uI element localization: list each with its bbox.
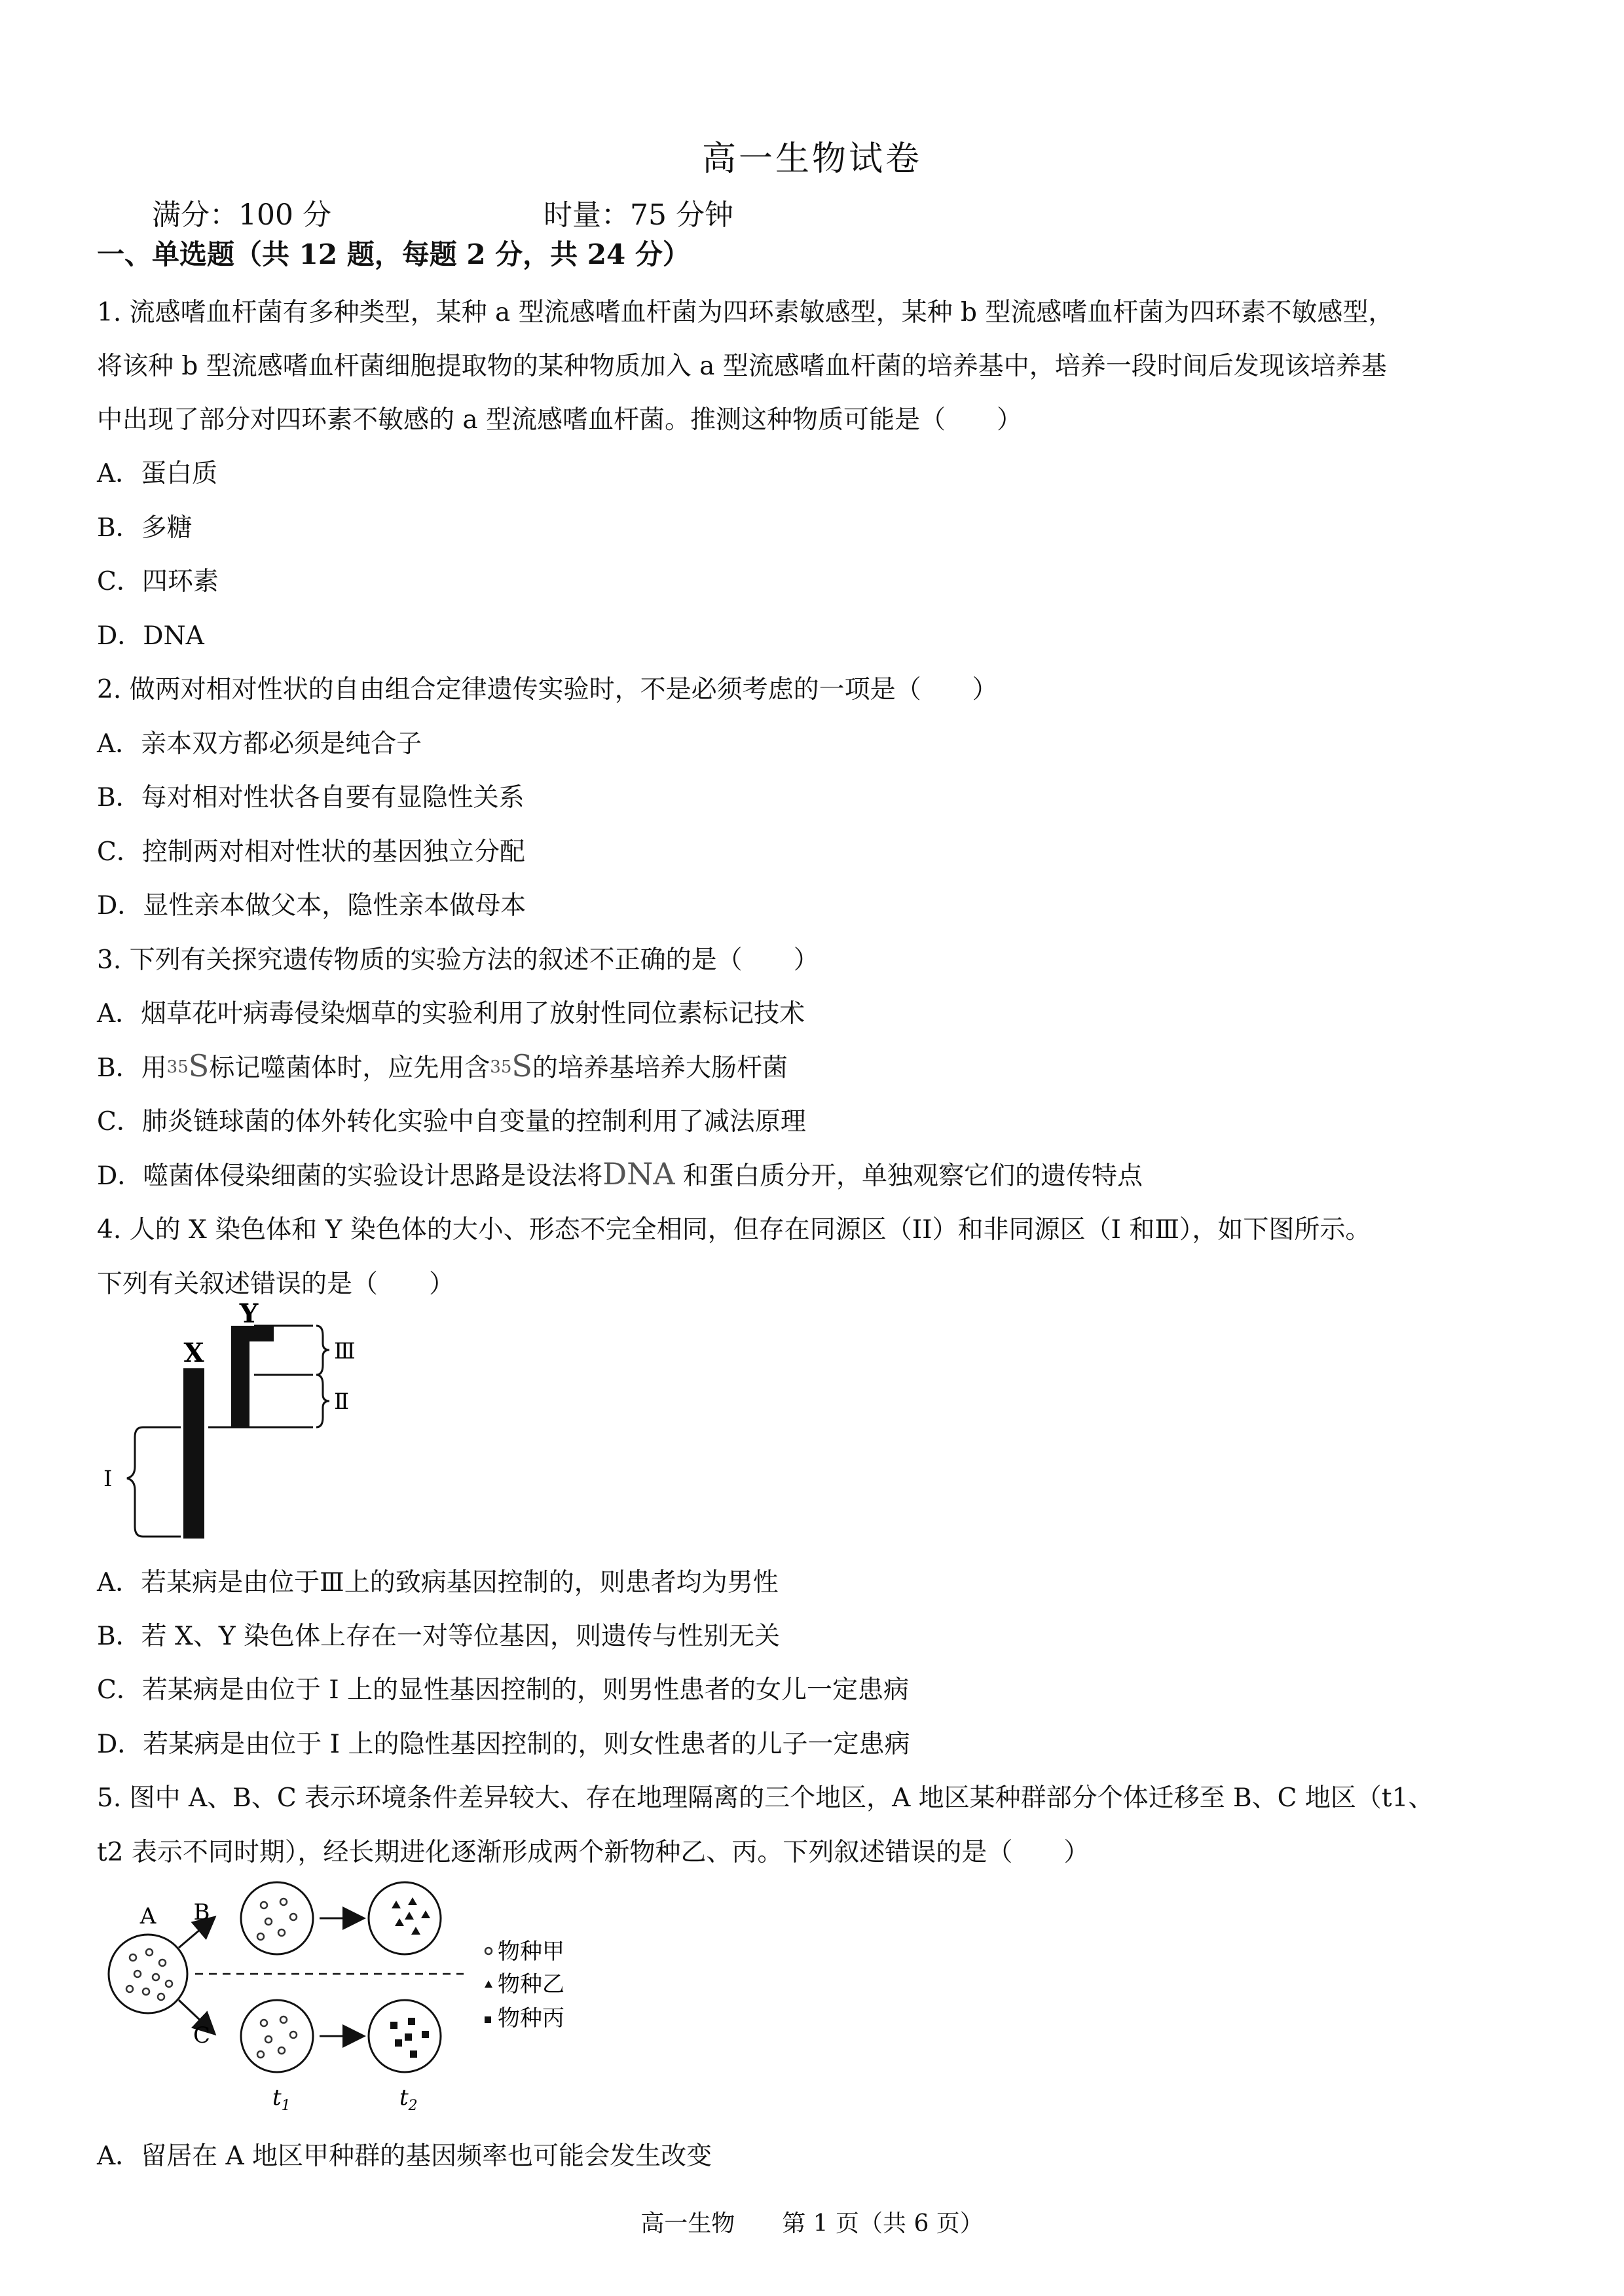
q1-option-c: C．四环素 — [97, 567, 219, 596]
legend-species-bing: 物种丙 — [498, 2005, 564, 2032]
q3-d-dna: DNA — [602, 1156, 675, 1192]
xy-chromosome-figure — [97, 1303, 385, 1545]
legend-species-yi: 物种乙 — [498, 1971, 564, 1997]
region-a-circle — [109, 1935, 187, 2013]
region-c-label: C — [193, 2022, 211, 2049]
q3-option-b — [97, 1048, 788, 1084]
q4-option-a: A．若某病是由位于Ⅲ上的致病基因控制的，则患者均为男性 — [97, 1568, 779, 1597]
page-footer: 高一生物 第 1 页（共 6 页） — [640, 2210, 984, 2237]
region-ii-label: Ⅱ — [334, 1389, 350, 1415]
q2-option-a: A．亲本双方都必须是纯合子 — [97, 729, 422, 759]
q1-option-d: D．DNA — [97, 621, 204, 651]
isotope-element: S — [188, 1048, 210, 1084]
q2-stem: 2. 做两对相对性状的自由组合定律遗传实验时，不是必须考虑的一项是（ ） — [97, 675, 998, 704]
q1-stem-line2: 将该种 b 型流感嗜血杆菌细胞提取物的某种物质加入 a 型流感嗜血杆菌的培养基中，培养一段时间后发现该培养基 — [97, 352, 1387, 381]
q4-stem-line1: 4. 人的 X 染色体和 Y 染色体的大小、形态不完全相同，但存在同源区（II）和非同源区（I 和Ⅲ），如下图所示。 — [97, 1215, 1371, 1245]
q5-stem-line2: t2 表示不同时期），经长期进化逐渐形成两个新物种乙、丙。下列叙述错误的是（ ） — [97, 1838, 1090, 1867]
page-title: 高一生物试卷 — [701, 139, 922, 179]
q5-option-a: A．留居在 A 地区甲种群的基因频率也可能会发生改变 — [97, 2141, 712, 2171]
isotope-element-2: S — [511, 1048, 532, 1084]
region-a-label: A — [139, 1903, 157, 1929]
time-t2-label: $t_2$ — [399, 2085, 418, 2114]
q2-option-d: D．显性亲本做父本，隐性亲本做母本 — [97, 891, 526, 920]
region-c-t1-circle — [241, 2000, 313, 2072]
speciation-figure — [97, 1879, 595, 2121]
region-iii-label: Ⅲ — [334, 1338, 356, 1364]
q3-option-c: C．肺炎链球菌的体外转化实验中自变量的控制利用了减法原理 — [97, 1107, 806, 1137]
isotope-mass-number: 35 — [166, 1057, 189, 1077]
x-label: X — [183, 1338, 204, 1368]
time-t1-label: $t_1$ — [272, 2085, 291, 2114]
q1-stem-line3: 中出现了部分对四环素不敏感的 a 型流感嗜血杆菌。推测这种物质可能是（ ） — [97, 405, 1023, 435]
legend-species-jia: 物种甲 — [498, 1939, 564, 1965]
q1-stem-line1: 1. 流感嗜血杆菌有多种类型，某种 a 型流感嗜血杆菌为四环素敏感型，某种 b 型流感嗜血杆菌为四环素不敏感型， — [97, 298, 1394, 327]
q3-option-d — [97, 1156, 1143, 1192]
q5-stem-line1: 5. 图中 A、B、C 表示环境条件差异较大、存在地理隔离的三个地区，A 地区某种群部分个体迁移至 B、C 地区（t1、 — [97, 1783, 1434, 1813]
q3-d-prefix: D．噬菌体侵染细菌的实验设计思路是设法将 — [97, 1161, 603, 1191]
q3-b-middle: 标记噬菌体时，应先用含 — [209, 1053, 490, 1083]
region-i-brace — [127, 1427, 181, 1537]
q3-d-suffix: 和蛋白质分开，单独观察它们的遗传特点 — [674, 1161, 1143, 1191]
region-ii-brace — [316, 1375, 329, 1427]
y-label: Y — [239, 1303, 259, 1329]
region-b-t1-circle — [241, 1882, 313, 1954]
q1-option-a: A．蛋白质 — [97, 459, 218, 488]
q3-b-prefix: B．用 — [97, 1053, 167, 1083]
q3-b-suffix: 的培养基培养大肠杆菌 — [532, 1053, 788, 1083]
q3-option-a: A．烟草花叶病毒侵染烟草的实验利用了放射性同位素标记技术 — [97, 999, 805, 1029]
region-i-label: I — [103, 1466, 113, 1492]
full-score: 满分：100 分 — [152, 198, 331, 232]
q4-option-d: D．若某病是由位于 I 上的隐性基因控制的，则女性患者的儿子一定患病 — [97, 1730, 910, 1759]
isotope-mass-number-2: 35 — [490, 1057, 512, 1077]
q3-stem: 3. 下列有关探究遗传物质的实验方法的叙述不正确的是（ ） — [97, 945, 819, 975]
q1-option-b: B．多糖 — [97, 513, 193, 543]
q4-option-b: B．若 X、Y 染色体上存在一对等位基因，则遗传与性别无关 — [97, 1622, 780, 1651]
region-b-label: B — [193, 1899, 210, 1925]
x-chromosome — [183, 1368, 204, 1539]
region-iii-brace — [316, 1326, 329, 1375]
q4-option-c: C．若某病是由位于 I 上的显性基因控制的，则男性患者的女儿一定患病 — [97, 1675, 910, 1705]
exam-time: 时量：75 分钟 — [544, 198, 733, 232]
q2-option-b: B．每对相对性状各自要有显隐性关系 — [97, 783, 525, 812]
q2-option-c: C．控制两对相对性状的基因独立分配 — [97, 837, 525, 867]
section-heading: 一、单选题（共 12 题，每题 2 分，共 24 分） — [97, 238, 690, 270]
q4-stem-line2: 下列有关叙述错误的是（ ） — [97, 1269, 455, 1299]
